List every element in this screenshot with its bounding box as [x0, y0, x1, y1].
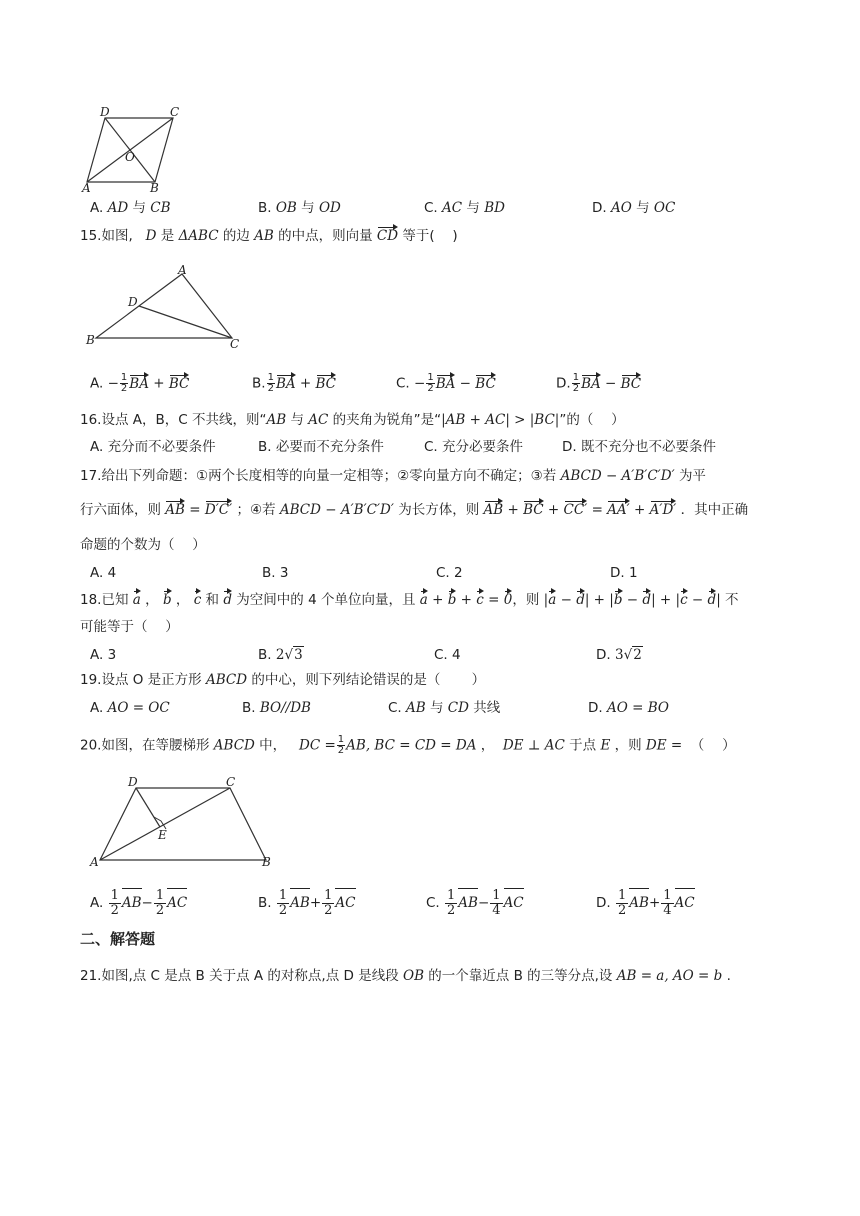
q20-option-d[interactable]: D. $\frac{1}{2}$ AB+ $\frac{1}{4}$ AC [596, 887, 695, 918]
label-c: C [230, 337, 240, 350]
q14-option-a[interactable]: A. AD 与 CB [90, 200, 171, 216]
label-a: A [178, 263, 187, 277]
q20-option-b[interactable]: B. $\frac{1}{2}$ AB+ $\frac{1}{2}$ AC [258, 887, 356, 918]
section-heading: 二、解答题 [80, 930, 156, 948]
label-c: C [170, 105, 180, 119]
q17-stem-line3: 命题的个数为（ ） [80, 537, 206, 553]
q19-option-b[interactable]: B. BO//DB [242, 700, 311, 716]
q18-option-d[interactable]: D. 3√2 [596, 647, 642, 663]
q15-stem: 15.如图, D 是 ΔABC 的边 AB 的中点，则向量 CD 等于( ) [80, 228, 458, 244]
q18-option-a[interactable]: A. 3 [90, 647, 117, 663]
q14-option-c[interactable]: C. AC 与 BD [424, 200, 505, 216]
label-b: B [262, 855, 271, 869]
q15-option-c[interactable]: C. − $\frac{1}{2}$ BA − BC [396, 372, 496, 394]
q18-stem-line1: 18.已知 a ， b ， c 和 d 为空间中的 4 个单位向量，且 a + b + c = 0，则 |a − d| + |b − d| + |c − d| 不 [80, 592, 739, 608]
q15-option-d[interactable]: D. $\frac{1}{2}$ BA − BC [556, 372, 642, 394]
q14-option-b[interactable]: B. OB 与 OD [258, 200, 341, 216]
label-d: D [100, 105, 110, 119]
label-b: B [86, 333, 95, 347]
label-e: E [158, 828, 167, 842]
q18-option-c[interactable]: C. 4 [434, 647, 461, 663]
label-b: B [150, 181, 159, 194]
label-d: D [128, 295, 138, 309]
q14-option-d[interactable]: D. AO 与 OC [592, 200, 676, 216]
q15-option-a[interactable]: A. − $\frac{1}{2}$ BA + BC [90, 372, 190, 394]
q20-stem: 20.如图，在等腰梯形 ABCD 中， DC = $\frac{1}{2}$ AB, BC = CD = DA ， DE ⊥ AC 于点 E ，则 DE = （ ） [80, 734, 736, 756]
q16-option-b[interactable]: B. 必要而不充分条件 [258, 439, 384, 455]
q18-option-b[interactable]: B. 2√3 [258, 647, 303, 663]
q17-option-b[interactable]: B. 3 [262, 565, 289, 581]
label-a: A [90, 855, 99, 869]
label-c: C [226, 775, 236, 789]
label-o: O [125, 150, 135, 164]
label-d: D [128, 775, 138, 789]
q19-stem: 19.设点 O 是正方形 ABCD 的中心，则下列结论错误的是（ ） [80, 672, 486, 688]
q19-option-d[interactable]: D. AO = BO [588, 700, 669, 716]
q20-option-a[interactable]: A. $\frac{1}{2}$ AB− $\frac{1}{2}$ AC [90, 887, 188, 918]
q20-option-c[interactable]: C. $\frac{1}{2}$ AB− $\frac{1}{4}$ AC [426, 887, 524, 918]
q17-stem-line1: 17.给出下列命题：①两个长度相等的向量一定相等；②零向量方向不确定；③若 ABCD − A′B′C′D′ 为平 [80, 468, 706, 484]
q19-option-c[interactable]: C. AB 与 CD 共线 [388, 700, 501, 716]
q21-stem: 21.如图,点 C 是点 B 关于点 A 的对称点,点 D 是线段 OB 的一个靠近点 B 的三等分点,设 AB = a, AO = b . [80, 968, 731, 984]
q20-trapezoid-figure [86, 772, 282, 872]
q17-option-a[interactable]: A. 4 [90, 565, 117, 581]
q15-option-b[interactable]: B. $\frac{1}{2}$ BA + BC [252, 372, 337, 394]
q18-stem-line2: 可能等于（ ） [80, 619, 179, 635]
q15-triangle-figure [82, 262, 252, 350]
q17-option-d[interactable]: D. 1 [610, 565, 638, 581]
q16-option-c[interactable]: C. 充分必要条件 [424, 439, 524, 455]
q16-stem: 16.设点 A，B，C 不共线，则“AB 与 AC 的夹角为锐角”是“|AB + AC| > |BC|”的（ ） [80, 412, 625, 428]
q16-option-d[interactable]: D. 既不充分也不必要条件 [562, 439, 716, 455]
q16-option-a[interactable]: A. 充分而不必要条件 [90, 439, 216, 455]
q17-option-c[interactable]: C. 2 [436, 565, 463, 581]
q19-option-a[interactable]: A. AO = OC [90, 700, 170, 716]
q14-parallelogram-figure [80, 104, 190, 194]
label-a: A [82, 181, 91, 194]
q17-stem-line2: 行六面体，则 AB = D′C′ ；④若 ABCD − A′B′C′D′ 为长方体，则 AB + BC + CC′ = AA′ + A′D′ ．其中正确 [80, 502, 749, 518]
